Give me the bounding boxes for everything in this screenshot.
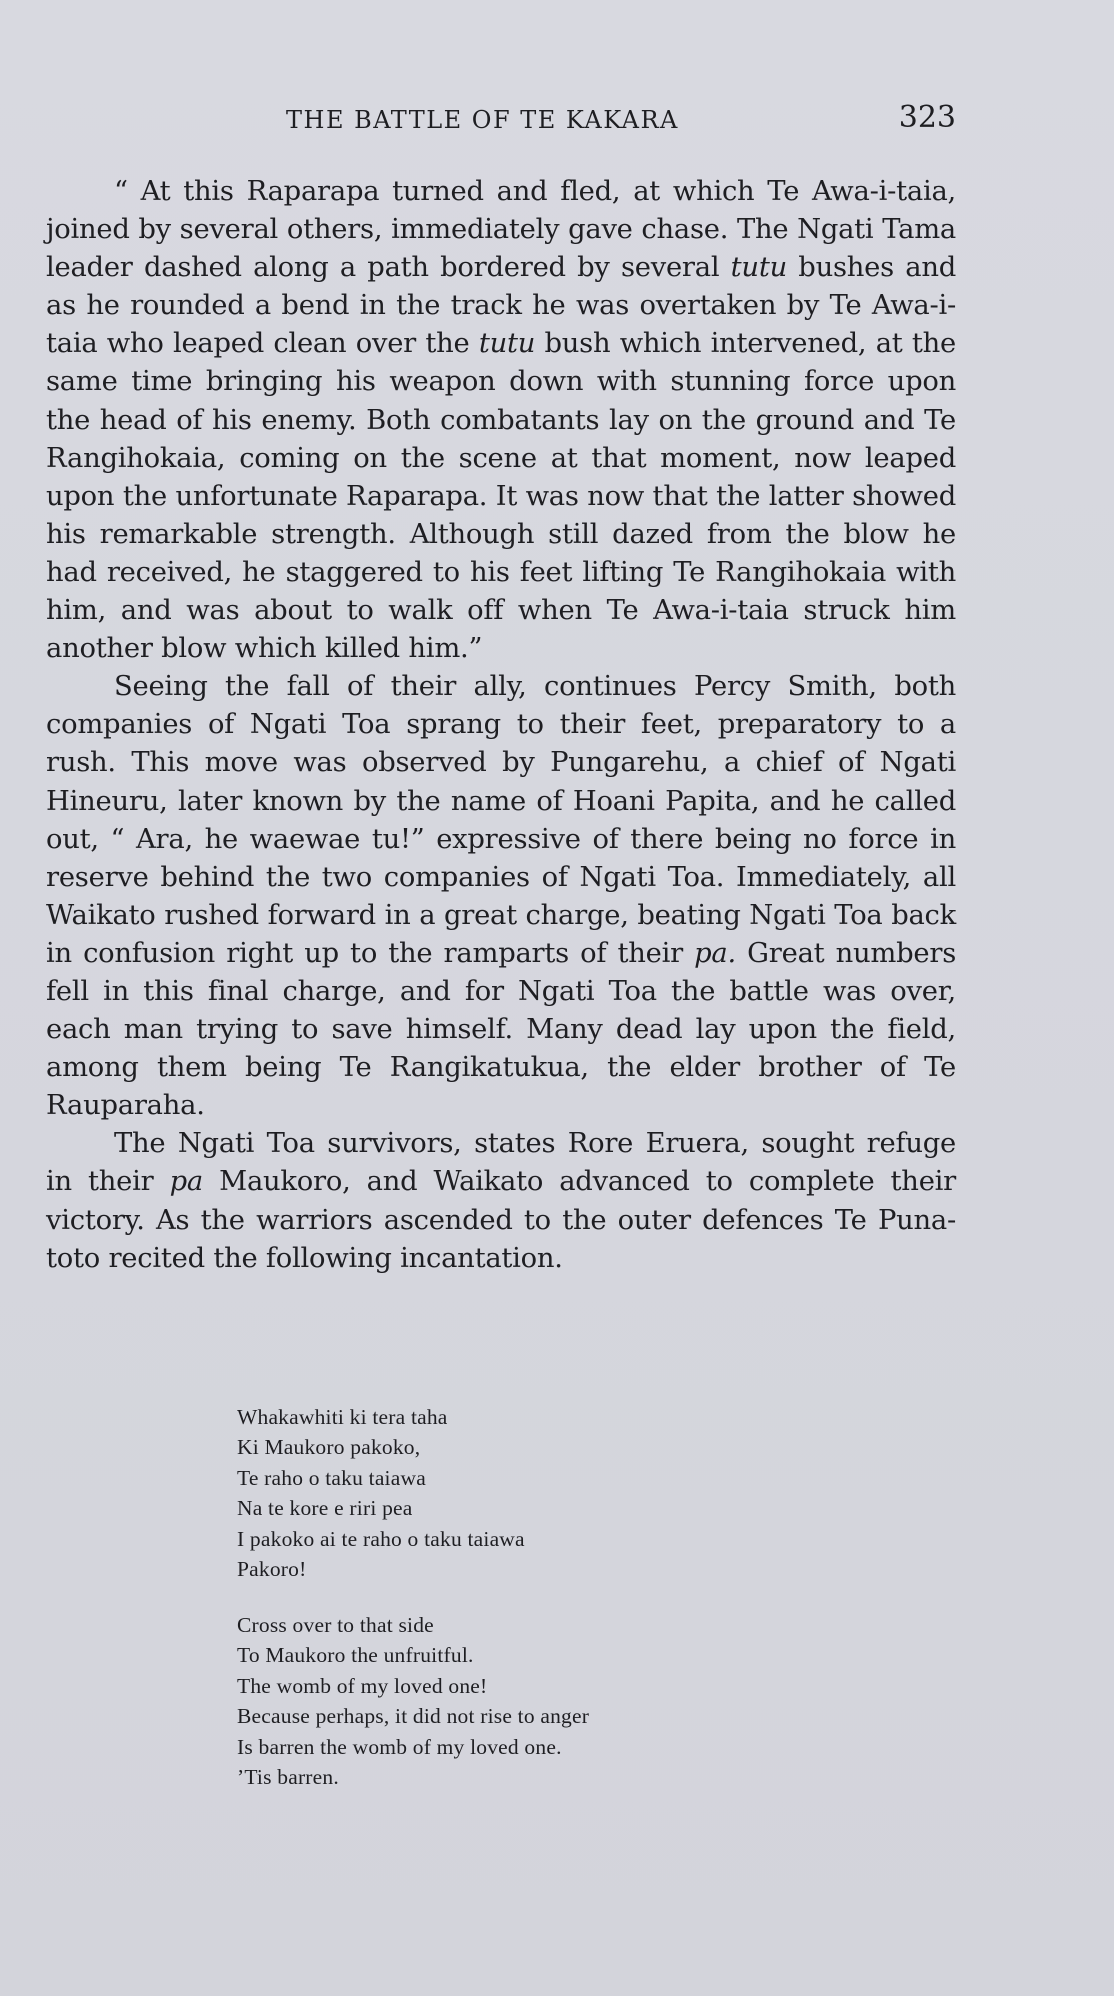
verse-line: Na te kore e riri pea (237, 1496, 413, 1521)
body-text (46, 173, 956, 1278)
text-run: bush which intervened, at the same time bringing his weapon down with stunning force upon the head of his enemy. Both combatants lay on the ground and Te Rangihokaia, coming on the scene at that moment, now leaped upon the unfortunate Raparapa. It was now that the latter showed his remarkable strength. Although still dazed from the blow he had received, he staggered to his feet lifting Te Rangihokaia with him, and was about to walk off when Te Awa-i-taia struck him another blow which killed him.” (46, 328, 956, 665)
italic-term: tutu (730, 252, 787, 284)
text-run: The Ngati Toa survivors, states Rore Eruera, sought refuge in their (46, 1128, 956, 1198)
verse-line: ’Tis barren. (237, 1765, 339, 1790)
verse-line: The womb of my loved one! (237, 1673, 488, 1698)
body-paragraph (46, 668, 956, 1125)
text-run: bushes and as he rounded a bend in the track he was overtaken by Te Awa-i-taia who leaped clean over the (46, 252, 956, 360)
verse-line: Whakawhiti ki tera taha (237, 1405, 448, 1429)
italic-term: tutu (478, 328, 536, 360)
verse-line: Is barren the womb of my loved one. (237, 1734, 562, 1759)
verse-line: To Maukoro the unfruitful. (237, 1643, 474, 1668)
running-header (46, 100, 956, 144)
italic-term: pa. (694, 937, 736, 969)
text-run: Great numbers fell in this final charge, and for Ngati Toa the battle was over, each man trying to save himself. Many dead lay upon the field, among them being Te Rangikatukua, the elder brother of Te Rauparaha. (46, 937, 956, 1122)
verse-line: Pakoro! (237, 1557, 307, 1582)
verse-line: Cross over to that side (237, 1613, 434, 1637)
page-number: 323 (898, 100, 956, 135)
incantation-english-translation (237, 1610, 589, 1792)
verse-line: Te raho o taku taiawa (237, 1465, 426, 1490)
incantation-maori (237, 1402, 525, 1584)
text-run: Maukoro, and Waikato advanced to complete their victory. As the warriors ascended to the outer defences Te Puna-toto recited the following incantation. (46, 1166, 957, 1274)
verse-line: I pakoko ai te raho o taku taiawa (237, 1526, 525, 1551)
verse-line: Ki Maukoro pakoko, (237, 1435, 421, 1460)
body-paragraph (46, 1125, 956, 1277)
text-run: Seeing the fall of their ally, continues Percy Smith, both companies of Ngati Toa sprang to their feet, preparatory to a rush. This move was observed by Pungarehu, a chief of Ngati Hineuru, later known by the name of Hoani Papita, and he called out, “ Ara, he waewae tu!” expressive of there being no force in reserve behind the two companies of Ngati Toa. Immediately, all Waikato rushed forward in a great charge, beating Ngati Toa back in confusion right up to the ramparts of their (46, 671, 956, 969)
italic-term: pa (169, 1166, 204, 1198)
running-title: THE BATTLE OF TE KAKARA (286, 106, 679, 134)
body-paragraph (46, 173, 956, 668)
verse-line: Because perhaps, it did not rise to anger (237, 1704, 590, 1729)
text-run: “ At this Raparapa turned and fled, at which Te Awa-i-taia, joined by several others, immediately gave chase. The Ngati Tama leader dashed along a path bordered by several (46, 176, 956, 284)
